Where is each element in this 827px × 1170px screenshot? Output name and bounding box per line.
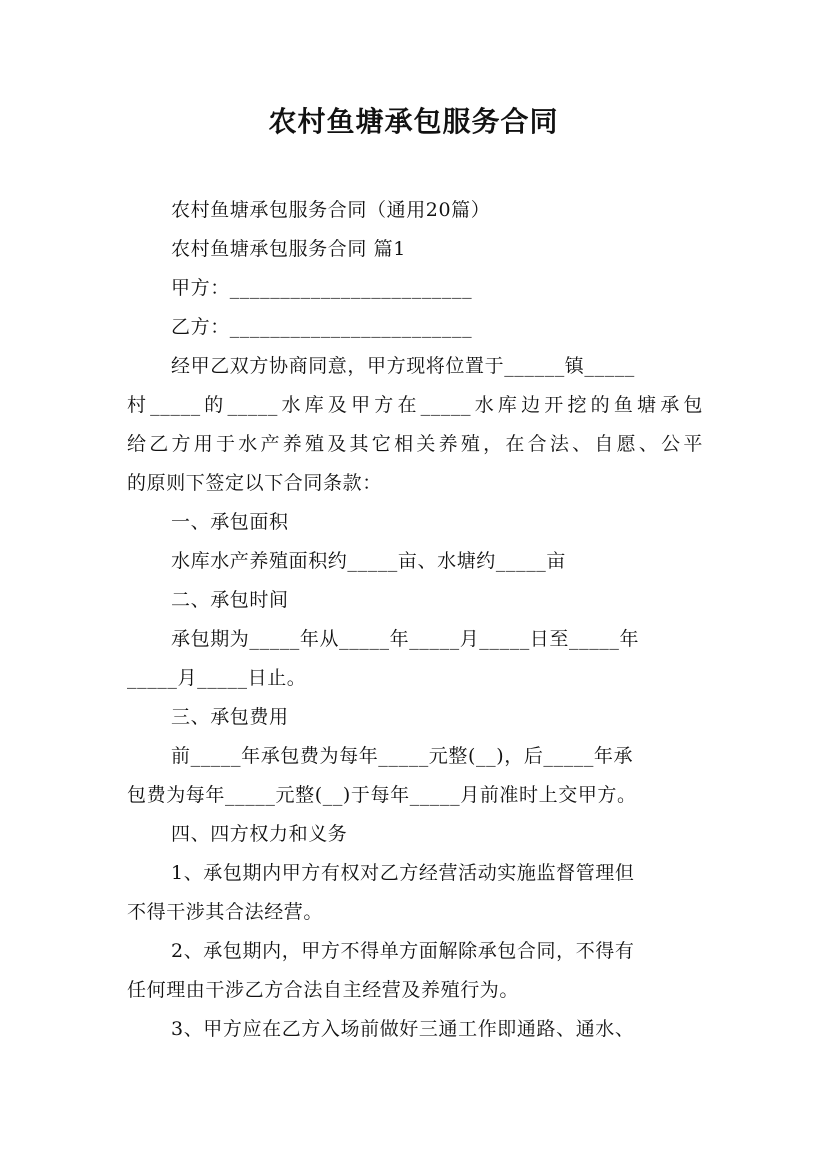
section-heading: 农村鱼塘承包服务合同 篇1 (171, 238, 406, 260)
document-body (127, 191, 703, 1049)
clause-heading: 三、承包费用 (171, 706, 289, 728)
paragraph-line: 水库水产养殖面积约_____亩、水塘约_____亩 (171, 550, 567, 572)
party-a-line: 甲方：________________________ (171, 277, 473, 299)
paragraph-line: 承包期为_____年从_____年_____月_____日至_____年 (171, 628, 640, 650)
paragraph-line: 给乙方用于水产养殖及其它相关养殖，在合法、自愿、公平 (127, 433, 703, 455)
clause-heading: 二、承包时间 (171, 589, 289, 611)
paragraph-line: 包费为每年_____元整(__)于每年_____月前准时上交甲方。 (127, 784, 637, 806)
paragraph-line: 2、承包期内，甲方不得单方面解除承包合同，不得有 (171, 940, 635, 962)
paragraph-line: 1、承包期内甲方有权对乙方经营活动实施监督管理但 (171, 862, 635, 884)
paragraph-line: 的原则下签定以下合同条款： (127, 472, 382, 494)
clause-heading: 四、四方权力和义务 (171, 823, 348, 845)
clause-heading: 一、承包面积 (171, 511, 289, 533)
document-title: 农村鱼塘承包服务合同 (268, 105, 559, 138)
paragraph-line: _____月_____日止。 (127, 667, 307, 689)
paragraph-line: 不得干涉其合法经营。 (127, 901, 324, 923)
paragraph-line: 任何理由干涉乙方合法自主经营及养殖行为。 (127, 979, 520, 1001)
party-b-line: 乙方：________________________ (171, 316, 473, 338)
paragraph-line: 前_____年承包费为每年_____元整(__)，后_____年承 (171, 745, 634, 767)
paragraph-line: 村_____的_____水库及甲方在_____水库边开挖的鱼塘承包 (127, 394, 703, 416)
paragraph-line: 经甲乙双方协商同意，甲方现将位置于______镇_____ (171, 355, 635, 377)
subtitle-line: 农村鱼塘承包服务合同（通用20篇） (171, 199, 491, 221)
paragraph-line: 3、甲方应在乙方入场前做好三通工作即通路、通水、 (171, 1018, 635, 1040)
